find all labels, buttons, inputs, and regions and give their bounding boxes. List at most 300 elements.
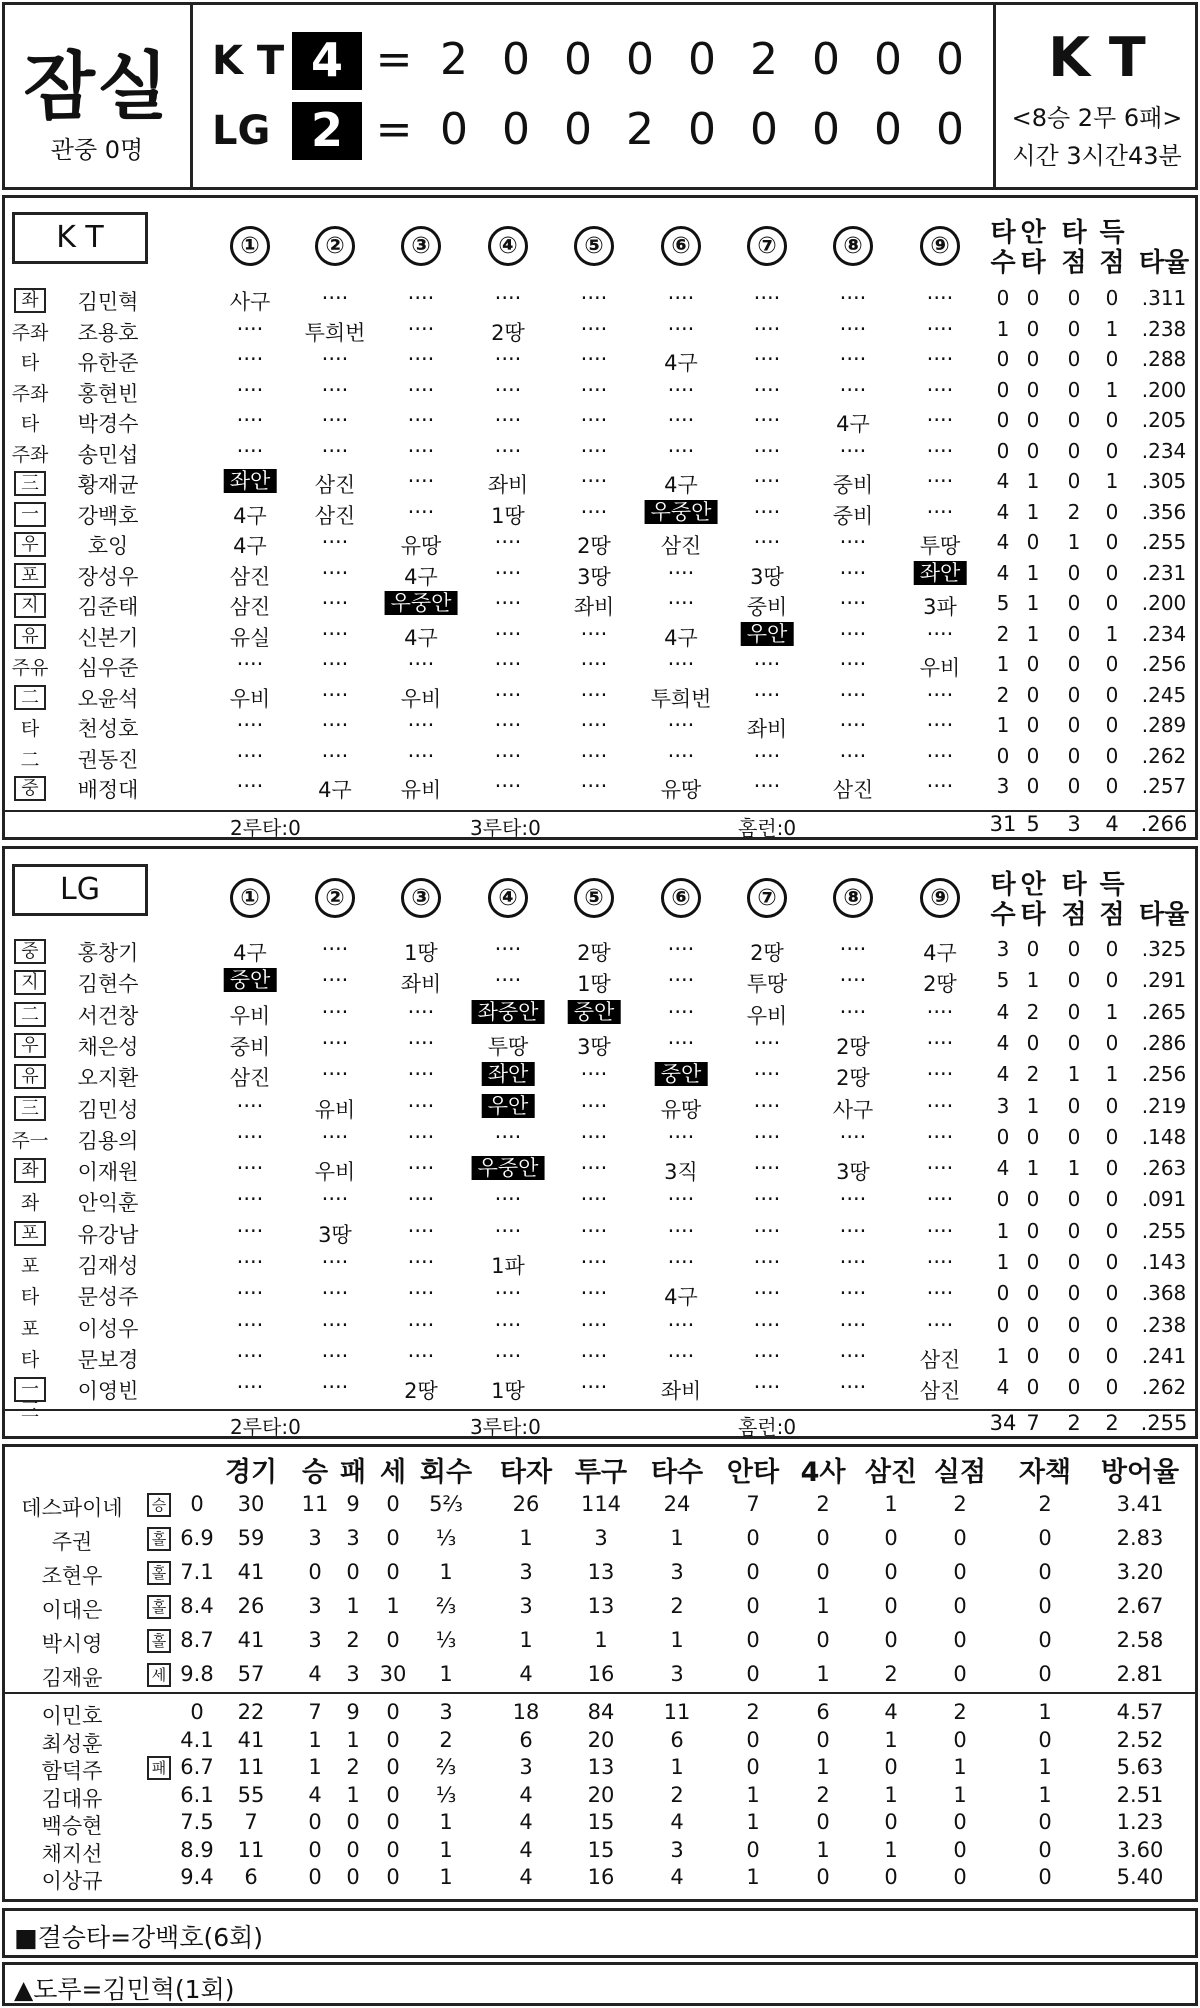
stat-h: 0 — [1026, 377, 1040, 402]
batting-average: .238 — [1141, 1312, 1187, 1337]
at-bat-result — [408, 1219, 435, 1243]
stat-header: 타 — [1020, 900, 1046, 930]
result-text: ···· — [926, 1030, 954, 1055]
at-bat-result — [754, 439, 781, 463]
at-bat-result — [754, 500, 781, 524]
pitching-r: 0 — [953, 1727, 967, 1752]
at-bat-result — [927, 1000, 954, 1024]
pitching-w: 3 — [308, 1526, 322, 1550]
result-text: ···· — [407, 743, 435, 768]
inning-number: ⑦ — [747, 226, 787, 266]
at-bat-result — [668, 968, 695, 992]
at-bat-result — [322, 968, 349, 992]
total-h: 7 — [1026, 1411, 1040, 1435]
inning-number: ⑨ — [920, 878, 960, 918]
winning-hit-note: ■결승타=강백호(6회) — [14, 1923, 264, 1952]
batting-average: .241 — [1141, 1343, 1187, 1368]
batting-row — [0, 774, 1200, 805]
hit-result: 중안 — [568, 1000, 621, 1024]
result-text: ···· — [926, 774, 954, 798]
at-bat-result — [408, 713, 435, 737]
at-bat-result — [581, 683, 608, 707]
at-bat-result — [237, 744, 264, 768]
result-text: ···· — [667, 438, 695, 463]
at-bat-result — [927, 713, 954, 737]
kt-batting-summary — [178, 812, 1198, 838]
result-text: ···· — [407, 652, 435, 676]
result-text: ···· — [494, 560, 522, 585]
at-bat-result — [840, 652, 867, 676]
pitching-np: 20 — [587, 1727, 615, 1752]
position-badge: 중 — [14, 776, 46, 801]
result-text: ···· — [926, 377, 954, 402]
stat-h: 0 — [1026, 937, 1040, 961]
player-name: 권동진 — [77, 747, 139, 772]
result-text: 투희번 — [650, 686, 712, 711]
at-bat-result — [495, 561, 522, 585]
at-bat-result — [237, 317, 264, 341]
result-text: 중비 — [746, 595, 788, 619]
at-bat-result — [927, 439, 954, 463]
result-text: 4구 — [664, 625, 698, 650]
stat-ab: 4 — [996, 1030, 1010, 1055]
result-text: 1파 — [491, 1254, 525, 1278]
at-bat-result — [237, 439, 264, 463]
result-text: ···· — [236, 1124, 264, 1149]
stat-r: 0 — [1105, 560, 1119, 585]
stat-ab: 4 — [996, 469, 1010, 493]
inning-number: ③ — [401, 878, 441, 918]
stat-r: 0 — [1105, 713, 1119, 737]
pitching-era: 3.20 — [1116, 1560, 1164, 1584]
at-bat-result — [581, 408, 608, 432]
pitcher-name: 데스파이네 — [21, 1496, 123, 1520]
result-text: 3파 — [923, 595, 957, 619]
pitching-so: 0 — [884, 1526, 898, 1550]
player-name: 황재균 — [77, 473, 139, 497]
pitching-bb: 0 — [816, 1727, 830, 1752]
position-label: 타 — [20, 1348, 40, 1371]
pitching-r: 0 — [953, 1594, 967, 1618]
result-text: ···· — [667, 999, 695, 1024]
result-text: ···· — [667, 1030, 695, 1055]
batting-row — [0, 591, 1200, 622]
pitching-bf: 18 — [512, 1700, 540, 1724]
batting-row — [0, 439, 1200, 470]
at-bat-result — [322, 937, 349, 961]
pitching-np: 84 — [587, 1700, 615, 1724]
position-badge: 三 — [14, 471, 46, 496]
inning-number: ⑧ — [833, 878, 873, 918]
at-bat-result — [322, 652, 349, 676]
result-text: ···· — [321, 286, 349, 310]
at-bat-result — [668, 439, 695, 463]
at-bat-result — [408, 469, 435, 493]
stat-header: 타 — [990, 218, 1016, 248]
at-bat-result — [581, 469, 608, 493]
at-bat-result — [237, 652, 264, 676]
stat-header: 득 — [1099, 218, 1125, 248]
at-bat-result — [581, 652, 608, 676]
stat-ab: 4 — [996, 999, 1010, 1024]
result-text: ···· — [321, 1250, 349, 1274]
position-label: 포 — [20, 1317, 40, 1340]
pitching-np: 13 — [587, 1594, 615, 1618]
result-text: ···· — [494, 1218, 522, 1243]
at-bat-result — [408, 1187, 435, 1211]
pitching-r: 0 — [953, 1628, 967, 1652]
position-badge: 지 — [14, 970, 46, 995]
at-bat-result — [495, 439, 522, 463]
pitcher-number: 7.5 — [180, 1810, 214, 1834]
total-ab: 31 — [989, 812, 1017, 836]
at-bat-result — [836, 408, 870, 438]
at-bat-result — [305, 317, 366, 347]
batting-average: .325 — [1141, 937, 1187, 961]
player-name: 심우준 — [77, 656, 139, 680]
result-text: ···· — [407, 377, 435, 402]
inning-number: ⑨ — [920, 226, 960, 266]
result-text: ···· — [407, 1218, 435, 1243]
stat-h: 1 — [1026, 499, 1040, 524]
pitching-ip: 1 — [439, 1837, 453, 1862]
stat-r: 0 — [1105, 1375, 1119, 1400]
result-text: ···· — [494, 1187, 522, 1212]
at-bat-result — [322, 622, 349, 646]
at-bat-result — [927, 744, 954, 768]
result-text: ···· — [321, 591, 349, 615]
player-name: 이영빈 — [77, 1379, 139, 1404]
at-bat-result — [408, 1281, 435, 1305]
inning-number: ① — [230, 878, 270, 918]
position-badge: 우 — [14, 1033, 46, 1058]
result-text: ···· — [839, 347, 867, 371]
result-text: ···· — [407, 1156, 435, 1181]
stat-rbi: 1 — [1067, 1156, 1081, 1181]
at-bat-result — [927, 1187, 954, 1211]
result-text: ···· — [667, 1124, 695, 1149]
at-bat-result — [668, 652, 695, 676]
pitching-era: 3.60 — [1116, 1837, 1164, 1862]
at-bat-result — [927, 1219, 954, 1243]
at-bat-result — [322, 1000, 349, 1024]
batting-average: .255 — [1141, 1218, 1187, 1243]
result-text: 3땅 — [318, 1222, 352, 1247]
at-bat-result — [581, 713, 608, 737]
pitching-er: 0 — [1038, 1628, 1052, 1652]
at-bat-result — [754, 1156, 781, 1180]
player-name: 홍창기 — [77, 941, 139, 965]
at-bat-result — [754, 1344, 781, 1368]
result-text: ···· — [321, 1375, 349, 1400]
pitching-era: 3.41 — [1116, 1492, 1164, 1516]
hit-result: 중안 — [224, 968, 277, 992]
at-bat-result — [237, 1250, 264, 1274]
player-name: 채은성 — [77, 1034, 139, 1059]
pitching-l: 0 — [346, 1810, 360, 1834]
result-text: ···· — [236, 438, 264, 463]
hit-result: 좌안 — [482, 1062, 535, 1086]
pitching-bb: 1 — [816, 1594, 830, 1618]
pitching-row — [0, 1783, 1200, 1811]
pitching-er: 1 — [1038, 1700, 1052, 1724]
at-bat-result — [322, 591, 349, 615]
at-bat-result — [840, 317, 867, 341]
stat-ab: 1 — [996, 713, 1010, 737]
at-bat-result — [833, 1094, 874, 1124]
stat-ab: 0 — [996, 408, 1010, 432]
at-bat-result — [224, 469, 277, 493]
at-bat-result — [754, 744, 781, 768]
result-text: 2땅 — [750, 941, 784, 965]
result-text: 삼진 — [229, 1066, 271, 1091]
result-text: ···· — [839, 286, 867, 310]
at-bat-result — [495, 1313, 522, 1337]
position-label: 타 — [20, 718, 40, 740]
inning-score: 0 — [874, 104, 902, 155]
inning-number: ⑥ — [661, 226, 701, 266]
pitching-w: 0 — [308, 1560, 322, 1584]
pitching-ip: ⅓ — [435, 1782, 457, 1807]
stat-r: 0 — [1105, 1281, 1119, 1306]
result-text: ···· — [236, 316, 264, 341]
pitching-bb: 0 — [816, 1560, 830, 1584]
at-bat-result — [322, 1062, 349, 1086]
result-text: 좌비 — [487, 473, 529, 497]
pitching-np: 13 — [587, 1755, 615, 1779]
pitching-era: 2.81 — [1116, 1662, 1164, 1686]
pitcher-number: 0 — [190, 1700, 204, 1724]
stat-header: 점 — [1099, 900, 1125, 930]
at-bat-result — [322, 286, 349, 310]
stat-ab: 0 — [996, 743, 1010, 768]
result-text: ···· — [236, 713, 264, 737]
pitching-bf: 4 — [519, 1662, 533, 1686]
at-bat-result — [927, 774, 954, 798]
pitching-row — [0, 1594, 1200, 1628]
at-bat-result — [840, 347, 867, 371]
pitching-bf: 3 — [519, 1594, 533, 1618]
at-bat-result — [495, 968, 522, 992]
at-bat-result — [581, 286, 608, 310]
result-text: 삼진 — [660, 534, 702, 558]
at-bat-result — [408, 347, 435, 371]
result-text: ···· — [580, 1343, 608, 1368]
at-bat-result — [322, 1125, 349, 1149]
at-bat-result — [581, 744, 608, 768]
pitching-bb: 2 — [816, 1782, 830, 1807]
result-text: ···· — [321, 713, 349, 737]
player-name: 송민섭 — [77, 442, 139, 467]
pitching-bb: 1 — [816, 1662, 830, 1686]
at-bat-result — [920, 1375, 961, 1405]
pitching-so: 1 — [884, 1782, 898, 1807]
at-bat-result — [581, 1250, 608, 1274]
at-bat-result — [833, 500, 874, 530]
result-text: ···· — [236, 652, 264, 676]
at-bat-result — [322, 744, 349, 768]
stat-ab: 0 — [996, 1281, 1010, 1306]
at-bat-result — [840, 683, 867, 707]
at-bat-result — [404, 1375, 438, 1405]
pitching-r: 0 — [953, 1810, 967, 1834]
inning-score: 0 — [564, 34, 592, 85]
lg-team-label: LG — [12, 864, 148, 916]
at-bat-result — [668, 561, 695, 585]
result-text: ···· — [580, 774, 608, 798]
stat-rbi: 0 — [1067, 469, 1081, 493]
batting-average: .356 — [1141, 499, 1187, 524]
at-bat-result — [927, 1250, 954, 1274]
pitching-er: 0 — [1038, 1560, 1052, 1584]
result-text: ···· — [926, 316, 954, 341]
pitcher-name: 백승현 — [41, 1814, 103, 1838]
result-text: ···· — [494, 713, 522, 737]
at-bat-result — [408, 408, 435, 432]
at-bat-result — [927, 408, 954, 432]
position-label: 주一 — [11, 1129, 49, 1152]
pitching-row — [0, 1492, 1200, 1526]
result-text: ···· — [236, 1343, 264, 1368]
batting-row — [0, 1375, 1200, 1406]
winner-team: K T — [1048, 26, 1146, 89]
batting-average: .263 — [1141, 1156, 1187, 1181]
pitching-er: 0 — [1038, 1594, 1052, 1618]
pitching-so: 1 — [884, 1492, 898, 1516]
pitcher-number: 6.1 — [180, 1782, 214, 1807]
stat-r: 0 — [1105, 774, 1119, 798]
result-text: ···· — [236, 1187, 264, 1212]
result-text: ···· — [321, 1187, 349, 1212]
pitching-er: 0 — [1038, 1526, 1052, 1550]
result-text: ···· — [580, 499, 608, 524]
stat-ab: 1 — [996, 1343, 1010, 1368]
pitching-g: 55 — [237, 1782, 265, 1807]
at-bat-result — [318, 1219, 352, 1249]
pitching-w: 4 — [308, 1662, 322, 1686]
result-text: ···· — [236, 1218, 264, 1243]
pitching-ab: 24 — [663, 1492, 691, 1516]
at-bat-result — [668, 1187, 695, 1211]
pitching-l: 2 — [346, 1628, 360, 1652]
at-bat-result — [401, 774, 442, 804]
at-bat-result — [668, 1125, 695, 1149]
at-bat-result — [488, 469, 529, 499]
result-text: 중비 — [832, 473, 874, 497]
at-bat-result — [495, 591, 522, 615]
pitching-g: 7 — [244, 1810, 258, 1834]
at-bat-result — [315, 469, 356, 499]
pitching-h: 0 — [746, 1727, 760, 1752]
result-text: ···· — [236, 1281, 264, 1306]
at-bat-result — [318, 774, 352, 804]
pitching-ip: 1 — [439, 1810, 453, 1834]
pitching-row — [0, 1560, 1200, 1594]
result-text: ···· — [494, 1281, 522, 1306]
result-text: ···· — [753, 530, 781, 554]
pitching-s: 0 — [386, 1810, 400, 1834]
at-bat-result — [664, 347, 698, 377]
at-bat-result — [495, 1281, 522, 1305]
kt-doubles: 2루타:0 — [230, 816, 301, 840]
at-bat-result — [836, 1062, 870, 1092]
at-bat-result — [315, 1156, 356, 1186]
pitching-header: 방어율 — [1100, 1457, 1180, 1488]
batting-average: .200 — [1141, 591, 1187, 615]
result-text: 우비 — [229, 686, 271, 711]
at-bat-result — [408, 1062, 435, 1086]
pitcher-number: 8.7 — [180, 1628, 214, 1652]
result-text: ···· — [926, 999, 954, 1024]
pitching-ip: ⅓ — [435, 1628, 457, 1652]
inning-score: 2 — [440, 34, 468, 85]
result-text: 삼진 — [314, 473, 356, 497]
at-bat-result — [840, 744, 867, 768]
stat-ab: 2 — [996, 621, 1010, 646]
result-text: ···· — [580, 316, 608, 341]
pitching-era: 5.63 — [1116, 1755, 1164, 1779]
pitching-row — [0, 1662, 1200, 1696]
at-bat-result — [237, 713, 264, 737]
at-bat-result — [754, 1219, 781, 1243]
result-text: ···· — [494, 1343, 522, 1368]
stat-rbi: 0 — [1067, 1312, 1081, 1337]
position-badge: 一 — [14, 502, 46, 527]
player-name: 장성우 — [77, 564, 139, 589]
hit-result: 좌중안 — [472, 1000, 545, 1024]
pitching-s: 0 — [386, 1628, 400, 1652]
result-text: ···· — [494, 652, 522, 676]
pitching-s: 0 — [386, 1755, 400, 1779]
result-text: ···· — [667, 713, 695, 737]
pitching-bf: 1 — [519, 1628, 533, 1652]
at-bat-result — [495, 622, 522, 646]
player-name: 김재성 — [77, 1254, 139, 1278]
stat-header: 타율 — [1138, 248, 1190, 278]
pitcher-number: 8.4 — [180, 1594, 214, 1618]
result-text: ···· — [580, 1093, 608, 1118]
at-bat-result — [927, 1031, 954, 1055]
pitching-er: 2 — [1038, 1492, 1052, 1516]
result-text: ···· — [839, 968, 867, 993]
at-bat-result — [833, 469, 874, 499]
result-text: 유땅 — [660, 1097, 702, 1122]
at-bat-result — [581, 1219, 608, 1243]
at-bat-result — [495, 683, 522, 707]
batting-row — [0, 968, 1200, 999]
at-bat-result — [661, 1094, 702, 1124]
pitching-header: 실점 — [933, 1457, 987, 1488]
pitching-er: 1 — [1038, 1782, 1052, 1807]
batting-row — [0, 1281, 1200, 1312]
pitching-era: 2.51 — [1116, 1782, 1164, 1807]
stat-r: 0 — [1105, 499, 1119, 524]
batting-row — [0, 317, 1200, 348]
pitching-h: 1 — [746, 1810, 760, 1834]
position-label: 주좌 — [11, 321, 49, 344]
position-label: 좌 — [20, 1192, 40, 1215]
pitching-h: 0 — [746, 1594, 760, 1618]
equals-sign: = — [375, 34, 413, 85]
pitcher-name: 함덕주 — [41, 1759, 103, 1783]
result-text: 3땅 — [750, 564, 784, 589]
pitcher-number: 0 — [190, 1492, 204, 1516]
hit-result: 우중안 — [645, 500, 718, 524]
at-bat-result — [581, 1281, 608, 1305]
position-label: 주좌 — [11, 382, 49, 405]
position-label: 타 — [20, 1286, 40, 1309]
result-text: 3땅 — [836, 1160, 870, 1185]
